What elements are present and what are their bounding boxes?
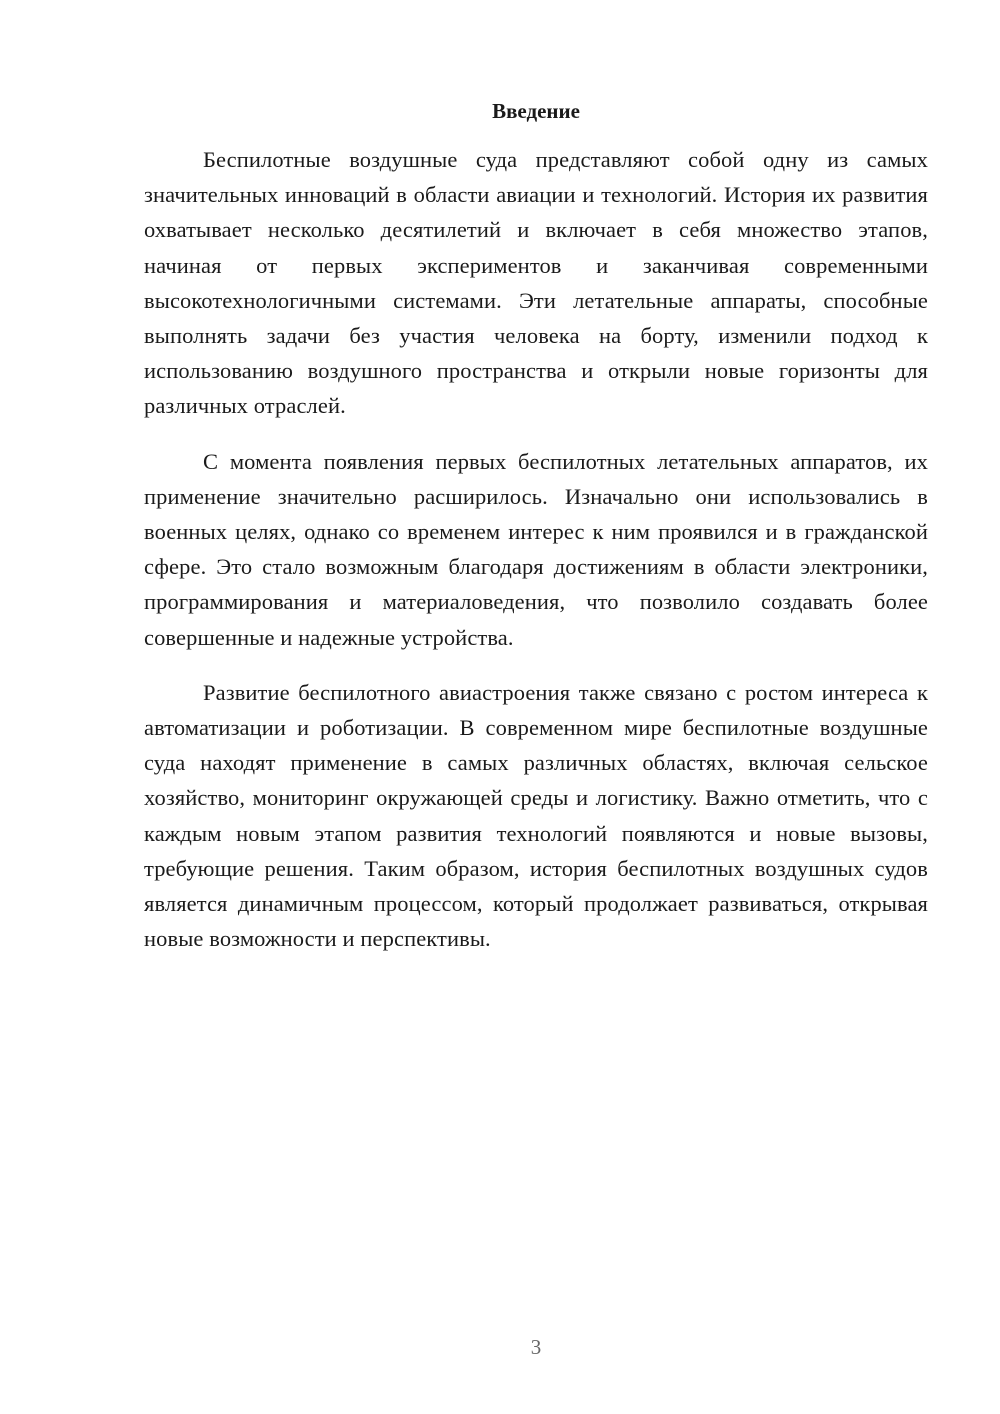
- paragraph-1: Беспилотные воздушные суда представляют собой одну из самых значительных инноваций в области авиации и технологий. История их развития охватывает несколько десятилетий и включает в себя множество этапов, начиная от первых экспериментов и заканчивая современными высокотехнологичными системами. Эти летательные аппараты, способные выполнять задачи без участия человека на борту, изменили подход к использованию воздушного пространства и открыли новые горизонты для различных отраслей.: [144, 147, 928, 419]
- section-title: Введение: [492, 99, 580, 123]
- paragraph-3: Развитие беспилотного авиастроения также связано с ростом интереса к автоматизации и роботизации. В современном мире беспилотные воздушные суда находят применение в самых различных областях, включая сельское хозяйство, мониторинг окружающей среды и логистику. Важно отметить, что с каждым новым этапом развития технологий появляются и новые вызовы, требующие решения. Таким образом, история беспилотных воздушных судов является динамичным процессом, который продолжает развиваться, открывая новые возможности и перспективы.: [144, 679, 928, 952]
- paragraph-2: С момента появления первых беспилотных летательных аппаратов, их применение значительно расширилось. Изначально они использовались в военных целях, однако со временем интерес к ним проявился и в гражданской сфере. Это стало возможным благодаря достижениям в области электроники, программирования и материаловедения, что позволило создавать более совершенные и надежные устройства.: [144, 448, 928, 650]
- page-number: 3: [530, 1335, 542, 1359]
- body-text: [144, 142, 928, 976]
